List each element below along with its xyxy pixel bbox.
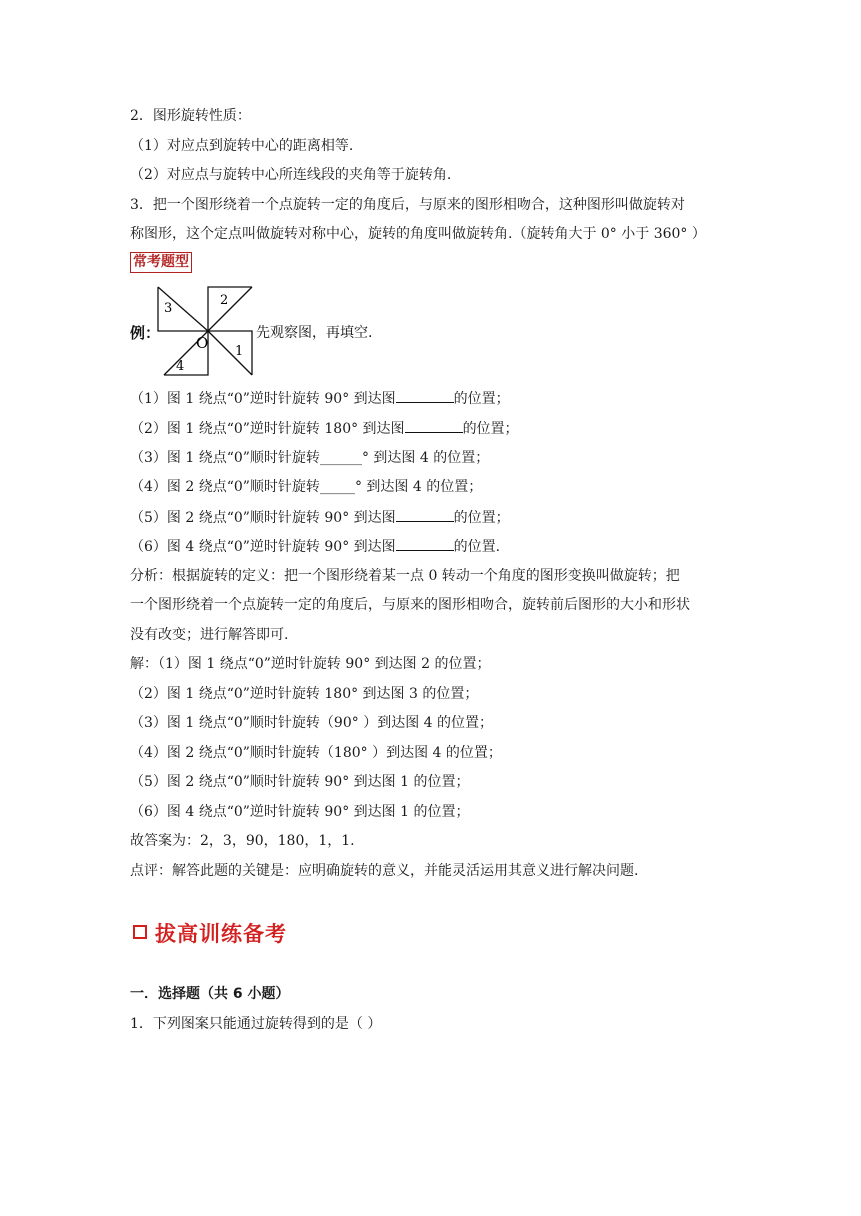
question-4-text: （4）图 2 绕点“0”顺时针旋转 bbox=[130, 479, 320, 495]
question-1-suffix: 的位置； bbox=[453, 391, 510, 407]
question-2-text: （2）图 1 绕点“0”逆时针旋转 180° 到达图 bbox=[130, 421, 405, 437]
solution-line-5: （5）图 2 绕点“0”顺时针旋转 90° 到达图 1 的位置； bbox=[130, 774, 470, 790]
section-title-text: 拔高训练备考 bbox=[155, 922, 287, 946]
answer-blank-6[interactable] bbox=[396, 536, 454, 551]
question-4 bbox=[130, 477, 482, 497]
rotation-figure bbox=[152, 284, 256, 378]
figure-center-label: O bbox=[196, 334, 209, 352]
question-1-text: （1）图 1 绕点“0”逆时针旋转 90° 到达图 bbox=[130, 391, 396, 407]
solution-line-2: （2）图 1 绕点“0”逆时针旋转 180° 到达图 3 的位置； bbox=[130, 686, 479, 702]
choice-question-1: 1．下列图案只能通过旋转得到的是（ ） bbox=[130, 1016, 382, 1032]
question-2 bbox=[130, 418, 519, 439]
definition-line-2: 称图形，这个定点叫做旋转对称中心，旋转的角度叫做旋转角.（旋转角大于 0° 小于 360° ） bbox=[130, 226, 706, 242]
solution-line-6: （6）图 4 绕点“0”逆时针旋转 90° 到达图 1 的位置； bbox=[130, 804, 470, 820]
question-4-suffix: ° 到达图 4 的位置； bbox=[354, 479, 483, 495]
question-6-text: （6）图 4 绕点“0”逆时针旋转 90° 到达图 bbox=[130, 539, 396, 555]
definition-line-1: 3．把一个图形绕着一个点旋转一定的角度后，与原来的图形相吻合，这种图形叫做旋转对 bbox=[130, 197, 685, 213]
question-5-suffix: 的位置； bbox=[453, 510, 510, 526]
analysis-line-2: 一个图形绕着一个点旋转一定的角度后，与原来的图形相吻合，旋转前后图形的大小和形状 bbox=[130, 597, 690, 613]
question-5-text: （5）图 2 绕点“0”顺时针旋转 90° 到达图 bbox=[130, 510, 396, 526]
section-bullet-icon bbox=[133, 925, 147, 939]
example-instruction: 先观察图，再填空. bbox=[256, 325, 373, 341]
question-5 bbox=[130, 507, 510, 528]
figure-label-3: 3 bbox=[164, 301, 173, 316]
part-one-heading: 一．选择题（共 6 小题） bbox=[130, 986, 290, 1002]
figure-label-1: 1 bbox=[235, 344, 244, 359]
figure-label-4: 4 bbox=[176, 359, 185, 374]
question-1 bbox=[130, 388, 510, 409]
question-6-suffix: 的位置. bbox=[453, 539, 501, 555]
property-2: （2）对应点与旋转中心所连线段的夹角等于旋转角. bbox=[130, 167, 452, 183]
answer-line: 故答案为：2，3，90，180，1，1. bbox=[130, 833, 355, 849]
figure-label-2: 2 bbox=[220, 293, 229, 308]
analysis-line-3: 没有改变；进行解答即可. bbox=[130, 627, 289, 643]
question-3 bbox=[130, 448, 489, 468]
question-3-suffix: ° 到达图 4 的位置； bbox=[361, 450, 490, 466]
question-type-tag: 常考题型 bbox=[130, 252, 192, 273]
answer-blank-5[interactable] bbox=[396, 507, 454, 522]
property-1: （1）对应点到旋转中心的距离相等. bbox=[130, 138, 354, 154]
solution-line-4: （4）图 2 绕点“0”顺时针旋转（180° ）到达图 4 的位置； bbox=[130, 745, 502, 761]
example-label: 例： bbox=[130, 324, 161, 342]
question-3-text: （3）图 1 绕点“0”顺时针旋转 bbox=[130, 450, 320, 466]
solution-line-3: （3）图 1 绕点“0”顺时针旋转（90° ）到达图 4 的位置； bbox=[130, 715, 494, 731]
analysis-line-1: 分析：根据旋转的定义：把一个图形绕着某一点 0 转动一个角度的图形变换叫做旋转；把 bbox=[130, 568, 680, 584]
solution-line-1: 解：（1）图 1 绕点“0”逆时针旋转 90° 到达图 2 的位置； bbox=[130, 656, 491, 672]
answer-blank-3[interactable]: ______ bbox=[319, 450, 362, 466]
answer-blank-1[interactable] bbox=[396, 388, 454, 403]
properties-heading: 2．图形旋转性质： bbox=[130, 108, 251, 124]
question-2-suffix: 的位置； bbox=[462, 421, 519, 437]
answer-blank-4[interactable]: _____ bbox=[319, 479, 355, 495]
answer-blank-2[interactable] bbox=[405, 418, 463, 433]
comment-line: 点评：解答此题的关键是：应明确旋转的意义，并能灵活运用其意义进行解决问题. bbox=[130, 863, 639, 879]
section-title bbox=[133, 918, 287, 948]
question-6 bbox=[130, 536, 500, 557]
